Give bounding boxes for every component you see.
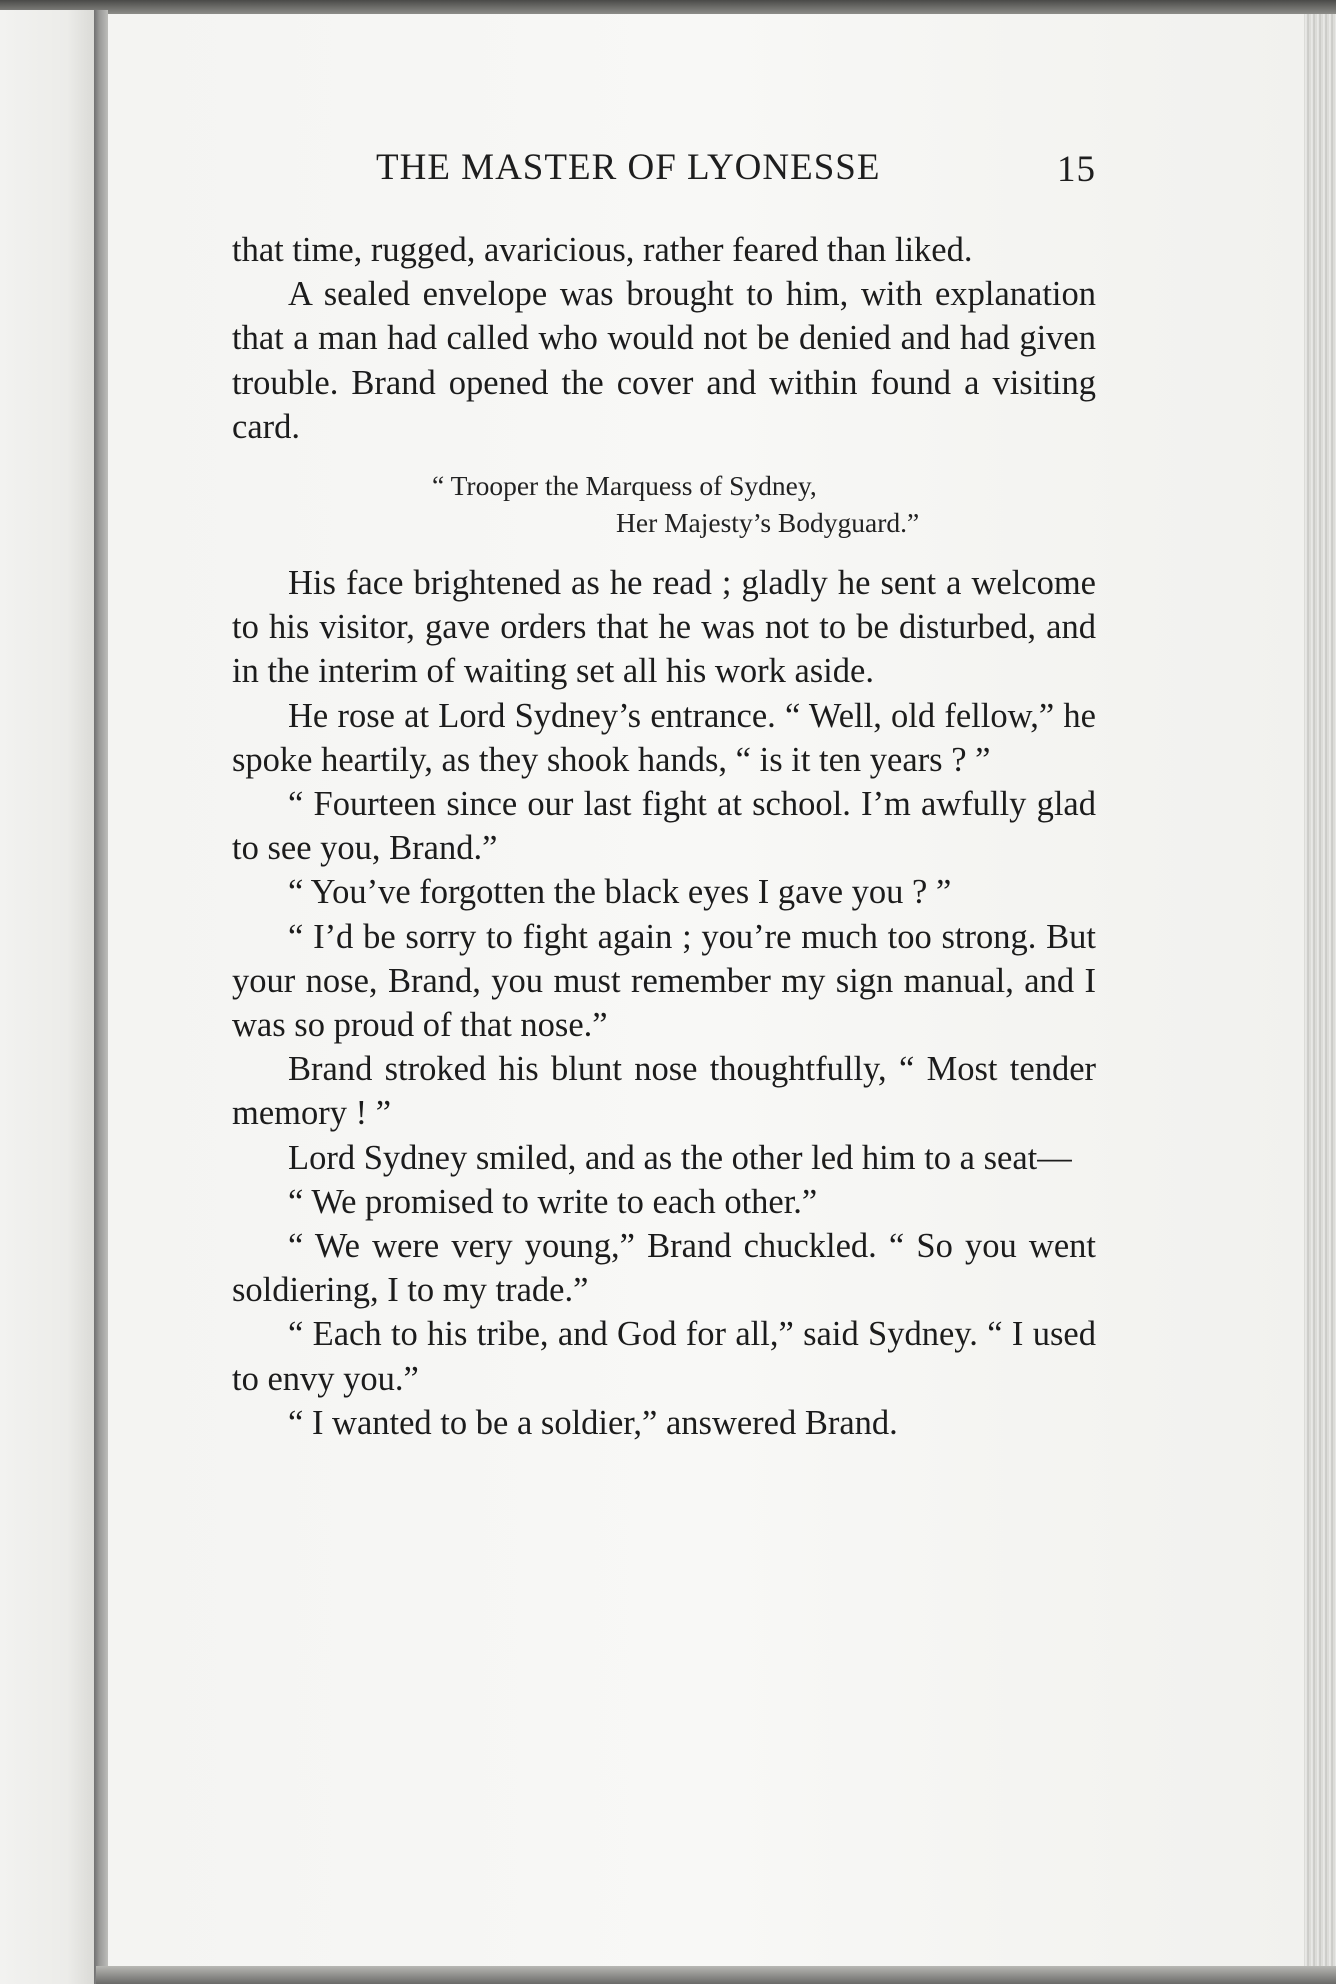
- scan-top-edge: [0, 0, 1336, 14]
- paragraph: “ Each to his tribe, and God for all,” said Sydney. “ I used to envy you.”: [232, 1315, 1096, 1398]
- paragraph: He rose at Lord Sydney’s entrance. “ Well, old fellow,” he spoke heartily, as they shook hands, “ is it ten years ? ”: [232, 696, 1096, 779]
- paragraph: A sealed envelope was brought to him, with explanation that a man had called who would not be denied and had given trouble. Brand opened the cover and within found a visiting card.: [232, 275, 1096, 446]
- paragraph: “ Fourteen since our last fight at school. I’m awfully glad to see you, Brand.”: [232, 785, 1096, 868]
- card-line-2: Her Majesty’s Bodyguard.”: [616, 507, 920, 539]
- paragraph: that time, rugged, avaricious, rather feared than liked.: [232, 231, 973, 269]
- paragraph: “ We were very young,” Brand chuckled. “ So you went soldiering, I to my trade.”: [232, 1227, 1096, 1310]
- book-gutter: [94, 10, 108, 1984]
- page-stack-edge: [1304, 14, 1336, 1984]
- paragraph: “ You’ve forgotten the black eyes I gave you ? ”: [288, 873, 952, 912]
- body-text: [232, 228, 1096, 1445]
- card-line-1: “ Trooper the Marquess of Sydney,: [432, 470, 817, 502]
- paragraph: “ I wanted to be a soldier,” answered Brand.: [288, 1403, 898, 1442]
- page-number: 15: [1057, 149, 1096, 190]
- paragraph: Lord Sydney smiled, and as the other led him to a seat—: [288, 1138, 1072, 1177]
- scan-bottom-edge: [96, 1966, 1336, 1984]
- paragraph: Brand stroked his blunt nose thoughtfully, “ Most tender memory ! ”: [232, 1050, 1096, 1133]
- paragraph: “ We promised to write to each other.”: [288, 1182, 818, 1221]
- running-header: [376, 146, 1096, 198]
- visiting-card-quote: [232, 467, 1096, 541]
- paragraph: His face brightened as he read ; gladly he sent a welcome to his visitor, gave orders that he was not to be disturbed, and in the interim of waiting set all his work aside.: [232, 564, 1096, 691]
- facing-page-edge: [0, 10, 96, 1984]
- running-title: THE MASTER OF LYONESSE: [376, 147, 881, 188]
- paragraph: “ I’d be sorry to fight again ; you’re much too strong. But your nose, Brand, you must remember my sign manual, and I was so proud of that nose.”: [232, 917, 1096, 1045]
